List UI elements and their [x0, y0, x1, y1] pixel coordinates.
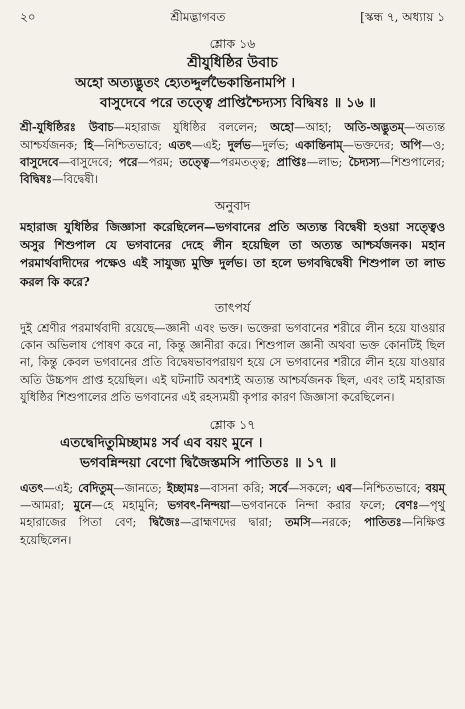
- verse-16-heading: শ্লোক ১৬: [209, 36, 256, 51]
- synonym-meaning: নিশ্চিতভাবে;: [104, 137, 169, 152]
- synonym-meaning: পরম;: [148, 155, 180, 170]
- synonym-word: দুর্লভ: [227, 137, 251, 152]
- synonym-meaning: বাসুদেবে;: [70, 155, 119, 170]
- synonym-word: ইচ্ছামঃ: [166, 480, 200, 495]
- synonym-meaning: নিশ্চিতভাবে;: [363, 480, 426, 495]
- synonym-word: মুনে: [73, 497, 92, 512]
- verse-16-purport: দুই শ্রেণীর পরমার্থবাদী রয়েছে—জ্ঞানী এবং ভক্ত। ভক্তেরা ভগবানের শরীরে লীন হয়ে যাওয়ার কোন অভিলাষ পোষণ করে না, কিন্তু জ্ঞানীরা করে। শিশুপাল জ্ঞানী অথবা ভক্ত কোনটিই ছিল না, কিন্তু কেবল ভগবানের প্রতি বিদ্বেষভাবপরায়ণ হয়ে সে ভগবানের শরীরে লীন হয়ে যাওয়ার অতি উচ্চপদ প্রাপ্ত হয়েছিল। এই ঘটনাটি অবশ্যই অত্যন্ত আশ্চর্যজনক ছিল, এবং তাই মহারাজ যুধিষ্ঠির শিশুপালের প্রতি ভগবানের এই রহস্যময়ী কৃপার কারণ জিজ্ঞাসা করেছিলেন।: [20, 320, 445, 405]
- verse-16-speaker: শ্রীযুধিষ্ঠির উবাচ: [187, 55, 278, 71]
- synonym-word: এতৎ: [20, 480, 44, 495]
- verse-16-line-1: অহো অত্যদ্ভুতং হ্যেতদ্দুর্লভৈকান্তিনামপি ।: [75, 75, 296, 92]
- synonym-word: একান্তিনাম্: [295, 137, 343, 152]
- verse-16-synonyms: শ্রী-যুধিষ্ঠিরঃ উবাচ—মহারাজ যুধিষ্ঠির বললেন; অহো—আহা; অতি-অদ্ভুতম্—অত্যন্ত আশ্চর্যজনক; হি—নিশ্চিতভাবে; এতৎ—এই; দুর্লভ—দুর্লভ; একান্তিনাম্—ভক্তদের; অপি—ও; বাসুদেবে—বাসুদেবে; পরে—পরম; তত্ত্বে—পরমতত্ত্ব; প্রাপ্তিঃ—লাভ; চৈদ্যস্য—শিশুপালের; বিদ্বিষঃ—বিদ্বেষী।: [20, 120, 445, 187]
- synonym-meaning: হে মহামুনি;: [102, 497, 168, 512]
- synonym-meaning: ব্রাহ্মণদের দ্বারা;: [191, 515, 285, 530]
- book-title: শ্রীমদ্ভাগবত: [170, 10, 226, 24]
- synonym-word: শ্রী-যুধিষ্ঠিরঃ উবাচ: [20, 120, 114, 135]
- synonym-meaning: নরকে;: [322, 515, 365, 530]
- synonym-word: অপি: [400, 137, 422, 152]
- synonym-meaning: দুর্লভ;: [262, 137, 296, 152]
- synonym-meaning: মহারাজ যুধিষ্ঠির বললেন;: [124, 120, 271, 135]
- synonym-word: এব: [336, 480, 352, 495]
- synonym-word: বেণঃ: [394, 497, 419, 512]
- synonym-word: পাতিতঃ: [364, 515, 402, 530]
- verse-17-text: [20, 434, 445, 473]
- synonym-word: বেদিতুম্: [78, 480, 114, 495]
- synonym-word: বাসুদেবে: [20, 155, 59, 170]
- verse-17-line-1: এতদ্বেদিতুমিচ্ছামঃ সর্ব এব বয়ং মুনে ।: [60, 435, 263, 452]
- synonym-meaning: পরমতত্ত্ব;: [220, 155, 277, 170]
- synonym-meaning: নিক্ষিপ্ত হয়েছিলেন।: [20, 515, 445, 547]
- synonym-word: ভগবৎ-নিন্দয়া: [167, 497, 230, 512]
- canto-chapter: [স্কন্ধ ৭, অধ্যায় ১: [360, 10, 445, 24]
- synonym-word: অতি-অদ্ভুতম্: [344, 120, 405, 135]
- synonym-word: বিদ্বিষঃ: [20, 172, 52, 187]
- synonym-meaning: বিদ্বেষী।: [63, 172, 98, 187]
- synonym-meaning: এই;: [54, 480, 79, 495]
- verse-17-synonyms: এতৎ—এই; বেদিতুম্—জানতে; ইচ্ছামঃ—বাসনা করি; সর্বে—সকলে; এব—নিশ্চিতভাবে; বয়ম্—আমরা; মুনে—হে মহামুনি; ভগবৎ-নিন্দয়া—ভগবানকে নিন্দা করার ফলে; বেণঃ—পৃথু মহারাজের পিতা বেণ; দ্বিজৈঃ—ব্রাহ্মণদের দ্বারা; তমসি—নরকে; পাতিতঃ—নিক্ষিপ্ত হয়েছিলেন।: [20, 480, 446, 547]
- synonym-meaning: পৃথু মহারাজের পিতা বেণ;: [20, 497, 446, 530]
- synonym-meaning: শিশুপালের;: [390, 155, 445, 170]
- verse-16-translation: মহারাজ যুধিষ্ঠির জিজ্ঞাসা করেছিলেন—ভগবানের প্রতি অত্যন্ত বিদ্বেষী হওয়া সত্ত্বেও অসুর শিশুপাল যে ভগবানের দেহে লীন হয়েছিল তা অত্যন্ত আশ্চর্যজনক। মহান পরমার্থবাদীদের পক্ষেও এই সাযুজ্য মুক্তি দুর্লভ। তা হলে ভগবদ্বিদ্বেষী শিশুপাল তা লাভ করল কি করে?: [20, 219, 445, 289]
- synonym-word: সর্বে: [269, 480, 288, 495]
- synonym-meaning: জানতে;: [124, 480, 167, 495]
- verse-16-text: [20, 74, 445, 113]
- synonym-meaning: ভক্তদের;: [354, 137, 401, 152]
- synonym-meaning: ও;: [432, 137, 445, 152]
- translation-heading: অনুবাদ: [214, 197, 251, 213]
- synonym-word: বয়ম্: [425, 480, 445, 495]
- page-number: ২০: [20, 10, 36, 24]
- synonym-word: হি: [83, 137, 94, 152]
- synonym-meaning: অত্যন্ত আশ্চর্যজনক;: [20, 120, 445, 152]
- verse-17-heading: শ্লোক ১৭: [209, 417, 256, 433]
- purport-heading: তাৎপর্য: [214, 299, 251, 315]
- synonym-meaning: আহা;: [305, 120, 345, 135]
- synonym-word: প্রাপ্তিঃ: [276, 155, 307, 170]
- synonym-word: তত্ত্বে: [179, 155, 210, 170]
- synonym-word: চৈদ্যস্য: [348, 155, 380, 170]
- verse-16-line-2: বাসুদেবে পরে তত্ত্বে প্রাপ্তিশ্চৈদ্যস্য বিদ্বিষঃ ॥ ১৬ ॥: [100, 94, 376, 111]
- synonym-word: এতৎ: [168, 137, 192, 152]
- synonym-meaning: বাসনা করি;: [210, 480, 270, 495]
- synonym-word: অহো: [270, 120, 294, 135]
- verse-17-line-2: ভগবন্নিন্দয়া বেণো দ্বিজৈস্তমসি পাতিতঃ ॥ ১৭ ॥: [80, 455, 337, 472]
- synonym-meaning: এই;: [203, 137, 228, 152]
- synonym-word: তমসি: [284, 515, 311, 530]
- page-header: [20, 8, 445, 30]
- synonym-meaning: সকলে;: [299, 480, 337, 495]
- synonym-meaning: আমরা;: [31, 497, 74, 512]
- synonym-word: দ্বিজৈঃ: [149, 515, 181, 530]
- synonym-word: পরে: [118, 155, 138, 170]
- synonym-meaning: ভগবানকে নিন্দা করার ফলে;: [241, 497, 395, 512]
- synonym-meaning: লাভ;: [318, 155, 349, 170]
